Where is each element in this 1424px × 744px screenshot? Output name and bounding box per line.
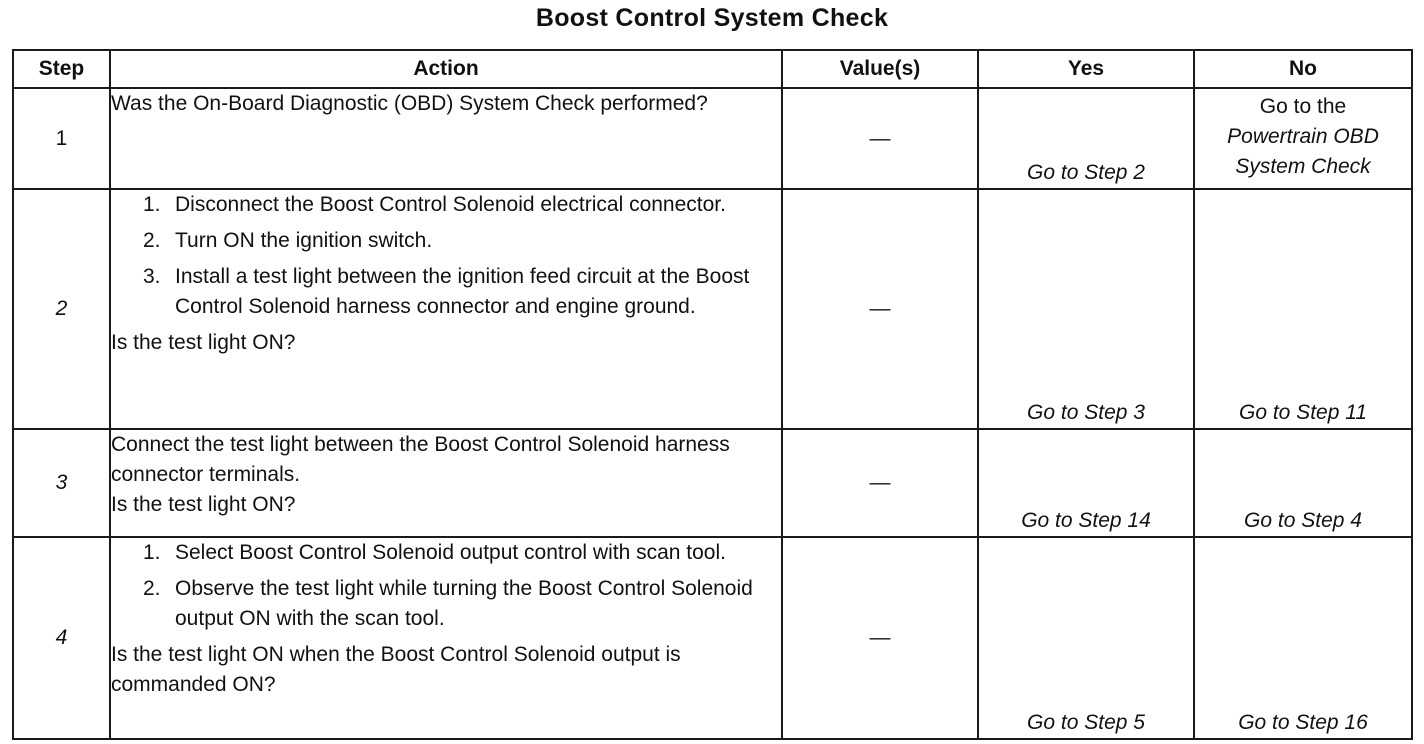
step-number: 4	[13, 537, 110, 739]
no-cell: Go to Step 16	[1194, 537, 1412, 739]
list-item-text: Install a test light between the ignition feed circuit at the Boost Control Solenoid harness connector and engine ground.	[175, 265, 750, 318]
page-title: Boost Control System Check	[535, 4, 889, 32]
list-item	[133, 226, 781, 256]
action-question: Is the test light ON?	[111, 493, 296, 516]
action-steps-list	[111, 538, 781, 634]
list-item-text: Turn ON the ignition switch.	[175, 229, 433, 252]
value-cell: —	[782, 429, 978, 537]
yes-cell: Go to Step 2	[978, 88, 1194, 189]
action-cell	[110, 537, 782, 739]
value-cell: —	[782, 189, 978, 429]
header-no: No	[1194, 50, 1412, 88]
list-item-number: 2.	[143, 577, 161, 600]
step-number: 2	[13, 189, 110, 429]
no-cell: Go to Step 11	[1194, 189, 1412, 429]
header-values: Value(s)	[782, 50, 978, 88]
action-cell	[110, 189, 782, 429]
value-cell: —	[782, 88, 978, 189]
list-item	[133, 262, 781, 322]
no-cell	[1194, 88, 1412, 189]
table-row	[13, 189, 1412, 429]
action-question: Is the test light ON?	[111, 331, 296, 354]
value-cell: —	[782, 537, 978, 739]
list-item-number: 3.	[143, 265, 161, 288]
no-cell: Go to Step 4	[1194, 429, 1412, 537]
list-item-text: Observe the test light while turning the Boost Control Solenoid output ON with the scan tool.	[175, 577, 753, 630]
list-item-text: Select Boost Control Solenoid output control with scan tool.	[175, 541, 726, 564]
list-item-number: 2.	[143, 229, 161, 252]
header-action: Action	[110, 50, 782, 88]
step-number: 3	[13, 429, 110, 537]
no-text: Go to the	[1259, 95, 1347, 118]
diagnostic-table	[12, 49, 1413, 740]
action-cell	[110, 429, 782, 537]
action-text: Connect the test light between the Boost Control Solenoid harness connector terminals.	[111, 433, 730, 486]
list-item	[133, 574, 781, 634]
yes-cell: Go to Step 5	[978, 537, 1194, 739]
table-row	[13, 88, 1412, 189]
header-row	[13, 50, 1412, 88]
table-row	[13, 537, 1412, 739]
yes-cell: Go to Step 3	[978, 189, 1194, 429]
header-step: Step	[13, 50, 110, 88]
yes-cell: Go to Step 14	[978, 429, 1194, 537]
step-number: 1	[13, 88, 110, 189]
header-yes: Yes	[978, 50, 1194, 88]
list-item-text: Disconnect the Boost Control Solenoid electrical connector.	[175, 193, 726, 216]
table-row	[13, 429, 1412, 537]
list-item	[133, 190, 781, 220]
list-item-number: 1.	[143, 541, 161, 564]
action-cell	[110, 88, 782, 189]
action-steps-list	[111, 190, 781, 322]
list-item	[133, 538, 781, 568]
list-item-number: 1.	[143, 193, 161, 216]
no-text-italic: Powertrain OBD System Check	[1227, 125, 1379, 178]
action-question: Is the test light ON when the Boost Control Solenoid output is commanded ON?	[111, 643, 681, 696]
action-text: Was the On-Board Diagnostic (OBD) System Check performed?	[111, 92, 708, 115]
